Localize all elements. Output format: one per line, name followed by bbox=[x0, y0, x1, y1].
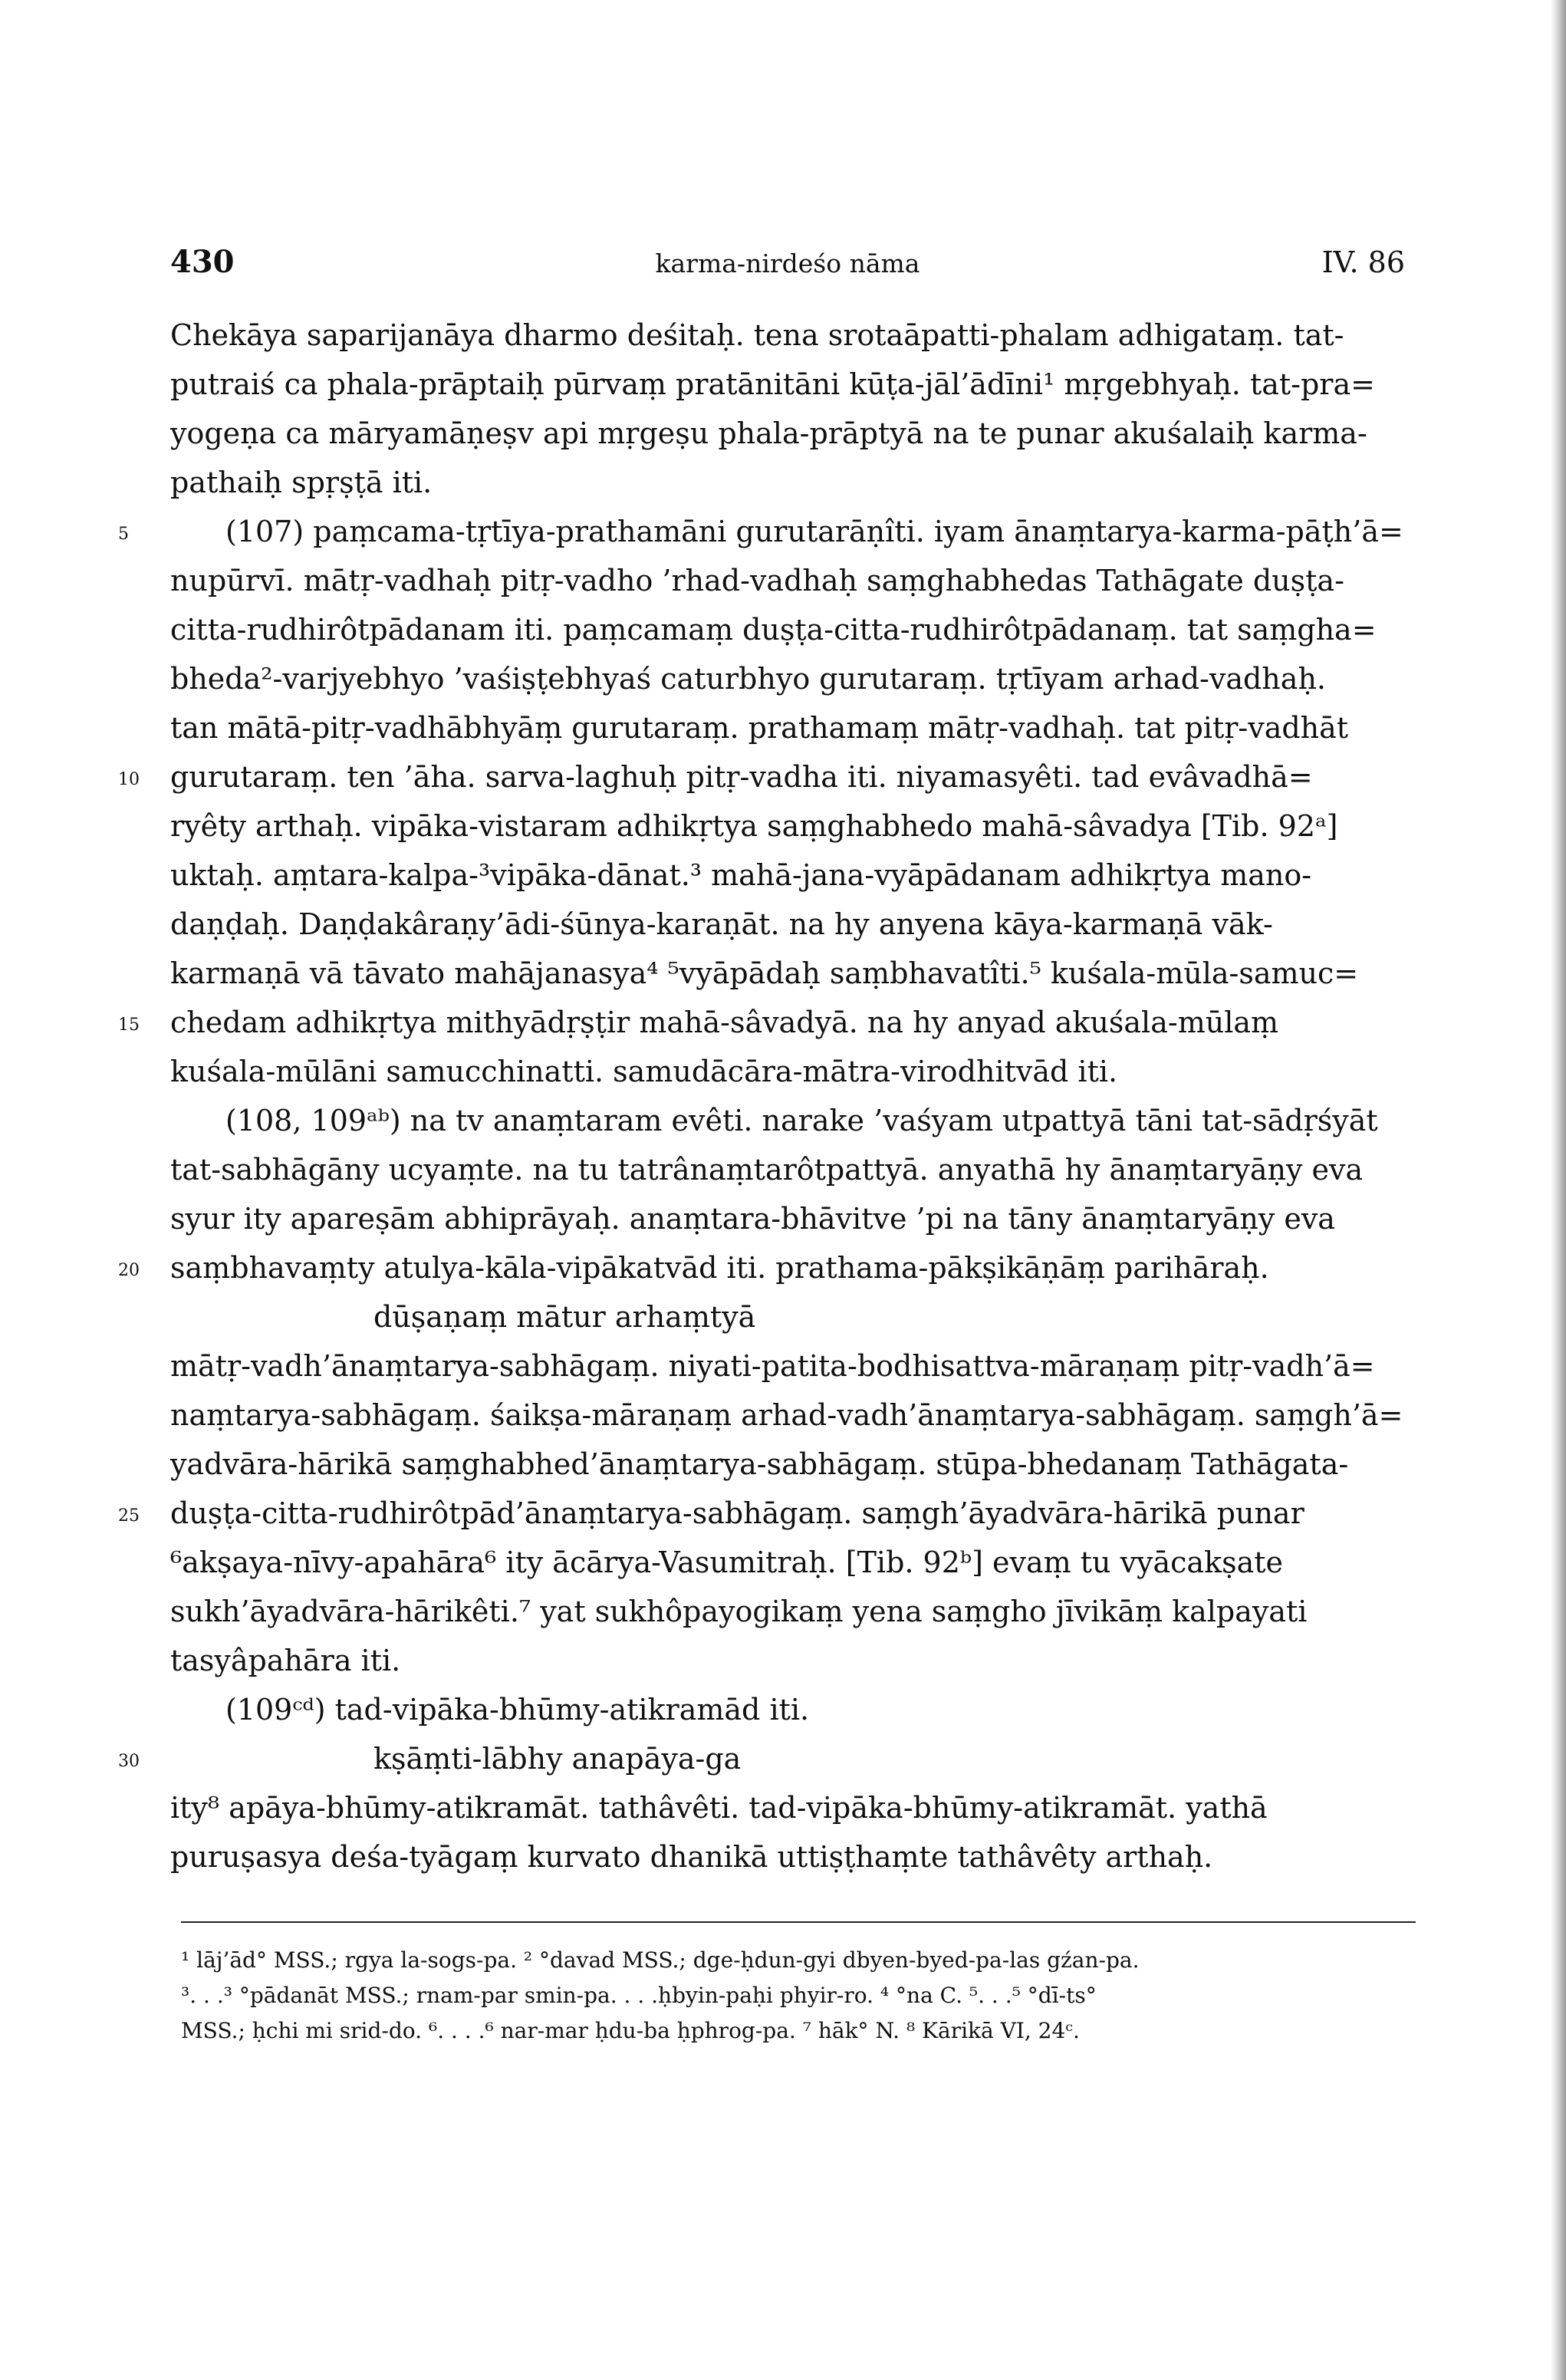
text-line bbox=[170, 851, 1413, 900]
line-number: 25 bbox=[118, 1506, 140, 1526]
text-line bbox=[170, 409, 1413, 458]
line-text: (107) paṃcama-tṛtīya-prathamāni gurutarāṇîti. iyam ānaṃtarya-karma-pāṭh’ā= bbox=[225, 515, 1403, 548]
line-text: daṇḍaḥ. Daṇḍakâraṇy’ādi-śūnya-karaṇāt. na hy anyena kāya-karmaṇā vāk- bbox=[170, 907, 1273, 941]
line-text: chedam adhikṛtya mithyādṛṣṭir mahā-sâvadyā. na hy anyad akuśala-mūlaṃ bbox=[170, 1006, 1279, 1039]
text-line bbox=[170, 703, 1413, 752]
text-line bbox=[170, 1096, 1413, 1145]
text-line bbox=[170, 458, 1413, 507]
line-text: naṃtarya-sabhāgaṃ. śaikṣa-māraṇaṃ arhad-vadh’ānaṃtarya-sabhāgaṃ. saṃgh’ā= bbox=[170, 1398, 1403, 1432]
line-text: kṣāṃti-lābhy anapāya-ga bbox=[373, 1742, 742, 1776]
footnote-line: ¹ lāj’ād° MSS.; rgya la-sogs-pa. ² °davad MSS.; dge-ḥdun-gyi dbyen-byed-pa-las gźan-pa. bbox=[181, 1947, 1140, 1973]
text-line bbox=[170, 556, 1413, 605]
line-text: pathaiḥ spṛṣṭā iti. bbox=[170, 466, 433, 499]
text-line bbox=[118, 752, 1413, 802]
line-text: mātṛ-vadh’ānaṃtarya-sabhāgaṃ. niyati-patita-bodhisattva-māraṇaṃ pitṛ-vadh’ā= bbox=[170, 1349, 1375, 1383]
text-line bbox=[170, 311, 1413, 360]
page-number: 430 bbox=[170, 244, 235, 280]
text-line bbox=[118, 1243, 1413, 1292]
text-line bbox=[170, 654, 1413, 703]
line-number: 10 bbox=[118, 770, 140, 789]
text-line bbox=[170, 1341, 1413, 1391]
line-text: bheda²-varjyebhyo ’vaśiṣṭebhyaś caturbhyo gurutaraṃ. tṛtīyam arhad-vadhaḥ. bbox=[170, 662, 1326, 696]
text-line bbox=[170, 1587, 1413, 1636]
main-text bbox=[118, 311, 1413, 1881]
text-line bbox=[170, 1194, 1413, 1243]
text-line bbox=[170, 1440, 1413, 1489]
text-line bbox=[118, 998, 1413, 1047]
line-text: karmaṇā vā tāvato mahājanasya⁴ ⁵vyāpādaḥ saṃbhavatîti.⁵ kuśala-mūla-samuc= bbox=[170, 956, 1359, 990]
text-line bbox=[170, 1832, 1413, 1881]
text-line bbox=[170, 949, 1413, 998]
text-line bbox=[170, 1145, 1413, 1194]
running-title: karma-nirdeśo nāma bbox=[655, 249, 920, 278]
line-number: 5 bbox=[118, 525, 129, 544]
footnote-line: ³. . .³ °pādanāt MSS.; rnam-par smin-pa. . . .ḥbyin-paḥi phyir-ro. ⁴ °na C. ⁵. . .⁵ °dī-ts° bbox=[181, 1983, 1097, 2008]
line-text: (108, 109ᵃᵇ) na tv anaṃtaram evêti. narake ’vaśyam utpattyā tāni tat-sādṛśyāt bbox=[225, 1104, 1378, 1137]
text-line bbox=[170, 802, 1413, 851]
line-text: tat-sabhāgāny ucyaṃte. na tu tatrânaṃtarôtpattyā. anyathā hy ānaṃtaryāṇy eva bbox=[170, 1153, 1364, 1187]
line-text: yogeṇa ca māryamāṇeṣv api mṛgeṣu phala-prāptyā na te punar akuśalaiḥ karma- bbox=[170, 416, 1367, 450]
line-text: gurutaraṃ. ten ’āha. sarva-laghuḥ pitṛ-vadha iti. niyamasyêti. tad evâvadhā= bbox=[170, 760, 1313, 794]
line-text: ryêty arthaḥ. vipāka-vistaram adhikṛtya saṃghabhedo mahā-sâvadya [Tib. 92ᵃ] bbox=[170, 809, 1338, 843]
text-line bbox=[170, 1538, 1413, 1587]
text-line bbox=[170, 1292, 1413, 1341]
text-line bbox=[170, 900, 1413, 949]
text-line bbox=[170, 1783, 1413, 1832]
page-edge-shadow bbox=[1551, 0, 1566, 2380]
line-text: sukh’āyadvāra-hārikêti.⁷ yat sukhôpayogikaṃ yena saṃgho jīvikāṃ kalpayati bbox=[170, 1595, 1308, 1628]
line-text: kuśala-mūlāni samucchinatti. samudācāra-mātra-virodhitvād iti. bbox=[170, 1055, 1118, 1088]
line-text: uktaḥ. aṃtara-kalpa-³vipāka-dānat.³ mahā-jana-vyāpādanam adhikṛtya mano- bbox=[170, 858, 1312, 892]
text-line bbox=[118, 507, 1413, 556]
line-text: (109ᶜᵈ) tad-vipāka-bhūmy-atikramād iti. bbox=[225, 1693, 810, 1727]
text-line bbox=[170, 605, 1413, 654]
line-text: duṣṭa-citta-rudhirôtpād’ānaṃtarya-sabhāgaṃ. saṃgh’āyadvāra-hārikā punar bbox=[170, 1496, 1304, 1530]
line-text: Chekāya saparijanāya dharmo deśitaḥ. tena srotaāpatti-phalam adhigataṃ. tat- bbox=[170, 318, 1344, 352]
line-number: 15 bbox=[118, 1016, 140, 1035]
line-text: citta-rudhirôtpādanam iti. paṃcamaṃ duṣṭa-citta-rudhirôtpādanaṃ. tat saṃgha= bbox=[170, 613, 1377, 647]
line-text: dūṣaṇaṃ mātur arhaṃtyā bbox=[373, 1300, 756, 1334]
footnote-line: MSS.; ḥchi mi srid-do. ⁶. . . .⁶ nar-mar ḥdu-ba ḥphrog-pa. ⁷ hāk° N. ⁸ Kārikā VI, 24ᶜ. bbox=[181, 2018, 1080, 2043]
section-reference: IV. 86 bbox=[1321, 245, 1405, 279]
line-text: nupūrvī. mātṛ-vadhaḥ pitṛ-vadho ’rhad-vadhaḥ saṃghabhedas Tathāgate duṣṭa- bbox=[170, 564, 1344, 597]
text-line bbox=[118, 1489, 1413, 1538]
line-number: 20 bbox=[118, 1261, 140, 1280]
text-line bbox=[170, 360, 1413, 409]
text-line bbox=[170, 1685, 1413, 1734]
footnotes bbox=[181, 1921, 1416, 2049]
line-text: tasyâpahāra iti. bbox=[170, 1644, 401, 1677]
page-header bbox=[170, 244, 1405, 290]
line-text: tan mātā-pitṛ-vadhābhyāṃ gurutaraṃ. prathamaṃ mātṛ-vadhaḥ. tat pitṛ-vadhāt bbox=[170, 711, 1349, 745]
text-line bbox=[118, 1734, 1413, 1783]
line-text: puruṣasya deśa-tyāgaṃ kurvato dhanikā uttiṣṭhaṃte tathâvêty arthaḥ. bbox=[170, 1840, 1213, 1874]
line-text: syur ity apareṣām abhiprāyaḥ. anaṃtara-bhāvitve ’pi na tāny ānaṃtaryāṇy eva bbox=[170, 1202, 1335, 1236]
line-number: 30 bbox=[118, 1752, 140, 1771]
line-text: yadvāra-hārikā saṃghabhed’ānaṃtarya-sabhāgaṃ. stūpa-bhedanaṃ Tathāgata- bbox=[170, 1447, 1349, 1481]
text-line bbox=[170, 1391, 1413, 1440]
line-text: putraiś ca phala-prāptaiḥ pūrvaṃ pratānitāni kūṭa-jāl’ādīni¹ mṛgebhyaḥ. tat-pra= bbox=[170, 367, 1375, 401]
line-text: ity⁸ apāya-bhūmy-atikramāt. tathâvêti. tad-vipāka-bhūmy-atikramāt. yathā bbox=[170, 1791, 1268, 1825]
text-line bbox=[170, 1636, 1413, 1685]
line-text: ⁶akṣaya-nīvy-apahāra⁶ ity ācārya-Vasumitraḥ. [Tib. 92ᵇ] evaṃ tu vyācakṣate bbox=[170, 1546, 1284, 1579]
line-text: saṃbhavaṃty atulya-kāla-vipākatvād iti. prathama-pākṣikāṇāṃ parihāraḥ. bbox=[170, 1251, 1269, 1285]
text-line bbox=[170, 1047, 1413, 1096]
